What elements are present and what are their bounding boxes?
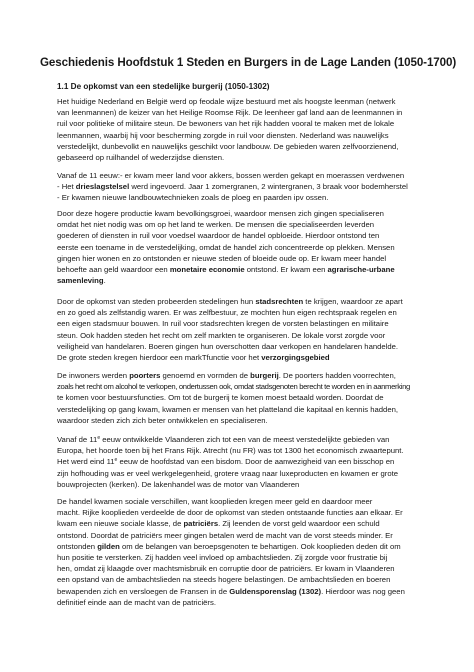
text-line: definitief einde aan de macht van de patriciërs. [57,597,216,607]
text-line: - Er kwamen nieuwe landbouwtechnieken zoals de ploeg en paarden ipv ossen. [57,193,329,203]
text-line: De inwoners werden poorters genoemd en vormden de burgerij. De poorters hadden voorrechten, [57,371,396,380]
text-line: steun. Ook hadden steden het recht om zelf markten te organiseren. De lokale vorst zorgde voor [57,330,386,340]
paragraph-vlaanderen [57,434,427,490]
term-gilden: gilden [97,541,120,551]
text-line: bewapenden zich en versloegen de Fransen in de Guldensporenslag (1302). Hierdoor was nog geen [57,586,405,596]
text-line: ontstonden gilden om de belangen van beroepsgenoten te behartigen. Ook kooplieden deden dit om [57,541,401,551]
text-line: hun positie te versterken. Zij hadden veel invloed op ambachtslieden. Zij zorgde voor frustratie bij [57,552,388,562]
text-line: een eigen stadsmuur bouwen. In ruil voor stadsrechten kregen de vorsten belastingen en militaire [57,319,389,329]
text-line: Door deze hogere productie kwam bevolkingsgroei, waardoor mensen zich gingen specialiseren [57,209,384,218]
section-heading: 1.1 De opkomst van een stedelijke burgerij (1050-1302) [57,82,270,91]
term-stadsrechten: stadsrechten [255,297,304,306]
text-line: verstedelijking op gang kwam, kwamen er mensen van het platteland die kapitaal en kennis hadden, [57,404,399,414]
text-line: De handel kwamen sociale verschillen, want kooplieden kregen meer geld en daardoor meer [57,497,373,506]
document-title: Geschiedenis Hoofdstuk 1 Steden en Burgers in de Lage Landen (1050-1700) [40,56,457,69]
paragraph-agriculture [57,170,427,204]
text-line: Vanaf de 11 eeuw:- er kwam meer land voor akkers, bossen werden gekapt en moerassen verdwenen [57,171,405,180]
text-line: hen, omdat zij klaagde over machtsmisbruik en corruptie door de patriciërs. Er kwam in Vlaanderen [57,564,395,574]
text-line: Europa, het hoorde toen bij het Frans Rijk. Atrecht (nu FR) was tot 1300 het economisch zwaartepunt. [57,446,404,456]
text-line: eerste een toename in de verstedelijking, omdat de handel zich concentreerde op plekken. Mensen [57,242,395,252]
text-line: zijn hofhouding was er veel werkgelegenheid, grotere vraag naar luxeproducten en kwamen er grote [57,468,399,478]
text-line: veiligheid van handelaren. Boeren gingen hun overschotten daar verkopen en handelaren handelde. [57,341,399,351]
text-line: Het werd eind 11e eeuw de hoofdstad van een bisdom. Door de aanwezigheid van een bisschop en [57,457,395,467]
term-verzorgingsgebied: verzorgingsgebied [261,352,330,362]
text-line: te komen voor bestuursfuncties. Om tot de burgerij te komen moest betaald worden. Doordat de [57,393,384,403]
paragraph-stadsrechten [57,296,427,363]
text-line: macht. Rijke kooplieden verdeelde de door de opkomst van steden ontstaande functies aan elkaar. Er [57,508,403,518]
text-line: waardoor steden zich zich beter ontwikkelen en specialiseren. [57,415,268,425]
text-line: Het huidige Nederland en België werd op feodale wijze bestuurd met als hoogste leenman (netwerk [57,97,396,106]
term-poorters: poorters [129,371,161,380]
term-agrarische-urbane: agrarische-urbane [327,264,395,274]
text-line: leenmannen, waarbij hij voor bescherming zorgde in ruil voor diensten. Nederland was nauwelijks [57,130,389,140]
paragraph-feudal [57,96,427,163]
text-line: gingen hier wonen en zo ontstonden er nieuwe steden of bloeide oude op. Er kwam meer handel [57,253,387,263]
text-line: ontstond. Doordat de patriciërs meer gingen betalen werd de macht van de vorst steeds minder. Er [57,530,393,540]
term-patriciers: patriciërs [183,519,219,529]
term-samenleving: samenleving [57,276,104,286]
text-line: van leenmannen) de keizer van het Heilige Roomse Rijk. De leenheer gaf land aan de leenmannen in [57,108,403,118]
text-line: Door de opkomst van steden probeerden stedelingen hun stadsrechten te krijgen, waardoor ze apart [57,297,403,306]
text-line: kwam een nieuwe sociale klasse, de patriciërs. Zij leenden de vorst geld waardoor een schuld [57,519,380,529]
text-line: goederen of diensten in ruil voor voedsel waardoor de handel opbloeide. Hierdoor ontstond ten [57,231,380,241]
text-line: Vanaf de 11e eeuw ontwikkelde Vlaanderen zich tot een van de meest verstedelijkte gebieden van [57,435,390,444]
term-guldensporenslag: Guldensporenslag (1302) [229,586,322,596]
text-line: verstedelijkt, dunbevolkt en nauwelijks geschikt voor landbouw. De gebieden waren zelfvoorzienend, [57,141,399,151]
text-line: en zo goed als zelfstandig waren. Er was zelfbestuur, ze mochten hun eigen rechtspraak regelen en [57,308,397,318]
term-burgerij: burgerij [250,371,279,380]
text-line: gebaseerd op ruilhandel of wederzijdse diensten. [57,152,225,162]
text-line: De grote steden kregen hierdoor een markTfunctie voor het verzorgingsgebied [57,352,330,362]
text-line: ruil voor politieke of militaire steun. De bewoners van het rijk hadden vooral te maken met de lokale [57,119,395,129]
term-monetaire-economie: monetaire economie [169,264,245,274]
text-line: een opstand van de ambachtslieden na steeds hogere belastingen. De ambachtslieden en boeren [57,575,391,585]
text-line: samenleving. [57,276,106,286]
paragraph-poorters [57,370,427,426]
text-line: omdat het niet nodig was om op het land te werken. De mensen die specialiseerden leverden [57,220,375,230]
paragraph-population [57,208,427,286]
text-line: - Het drieslagstelsel werd ingevoerd. Jaar 1 zomergranen, 2 wintergranen, 3 braak voor bodemherstel [57,182,408,192]
paragraph-patriciers [57,496,427,608]
text-line: behoefte aan geld waardoor een monetaire economie ontstond. Er kwam een agrarische-urbane [57,264,395,274]
text-line: bouwprojecten (kerken). De lakenhandel was de motor van Vlaanderen [57,479,300,489]
term-drieslagstelsel: drieslagstelsel [75,182,130,192]
text-line: zoals het recht om alcohol te verkopen, ondertussen ook, omdat stadsgenoten berecht te worden en in aanmerking [57,382,410,392]
